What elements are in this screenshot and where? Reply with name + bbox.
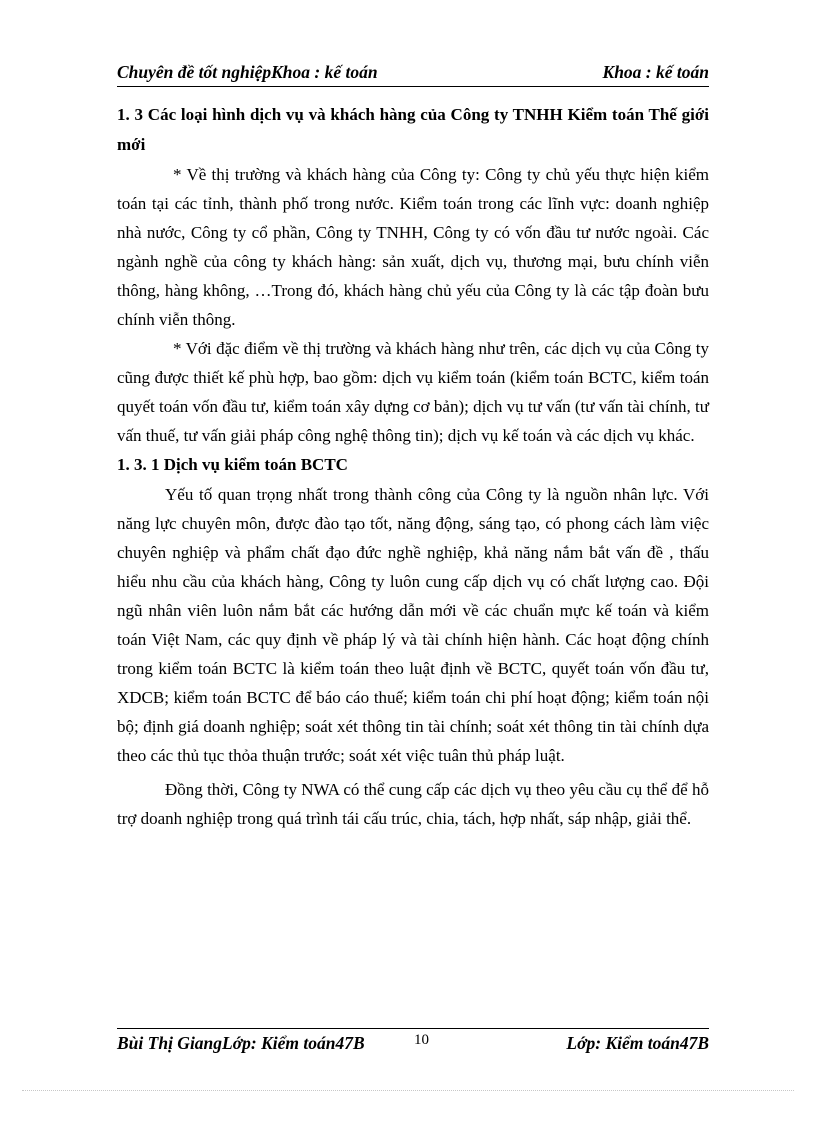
paragraph-market: * Về thị trường và khách hàng của Công ty: Công ty chủ yếu thực hiện kiểm toán tại các tỉnh, thành phố trong nước. Kiểm toán trong các lĩnh vực: doanh nghiệp nhà nước, Công ty cổ phần, Công ty TNHH, Công ty có vốn đầu tư nước ngoài. Các ngành nghề của công ty khách hàng: sản xuất, dịch vụ, thương mại, bưu chính viễn thông, hàng không, …Trong đó, khách hàng chủ yếu của Công ty là các tập đoàn bưu chính viễn thông. — [117, 165, 709, 329]
header-left-text: Chuyên đề tốt nghiệpKhoa : kế toán — [117, 62, 378, 82]
page-footer — [117, 1028, 709, 1057]
footer-left-text: Bùi Thị GiangLớp: Kiểm toán47B — [117, 1033, 365, 1053]
footer-right-text: Lớp: Kiểm toán47B — [566, 1033, 709, 1053]
section-heading: 1. 3 Các loại hình dịch vụ và khách hàng của Công ty TNHH Kiểm toán Thế giới mới — [117, 105, 709, 154]
paragraph-human-resources: Yếu tố quan trọng nhất trong thành công của Công ty là nguồn nhân lực. Với năng lực chuyên môn, được đào tạo tốt, năng động, sáng tạo, có phong cách làm việc chuyên nghiệp và phẩm chất đạo đức nghề nghiệp, khả năng nắm bắt vấn đề , thấu hiểu nhu cầu của khách hàng, Công ty luôn cung cấp dịch vụ có chất lượng cao. Đội ngũ nhân viên luôn nắm bắt các hướng dẫn mới về các chuẩn mực kế toán và kiểm toán Việt Nam, các quy định về pháp lý và tài chính hiện hành. Các hoạt động chính trong kiểm toán BCTC là kiểm toán theo luật định về BCTC, quyết toán vốn đầu tư, XDCB; kiểm toán BCTC để báo cáo thuế; kiểm toán chi phí hoạt động; kiểm toán nội bộ; định giá doanh nghiệp; soát xét thông tin tài chính; soát xét thông tin tài chính dựa theo các thủ tục thỏa thuận trước; soát xét việc tuân thủ pháp luật. — [117, 485, 709, 765]
page-number: 10 — [414, 1032, 429, 1048]
paragraph-services: * Với đặc điểm về thị trường và khách hàng như trên, các dịch vụ của Công ty cũng được thiết kế phù hợp, bao gồm: dịch vụ kiểm toán (kiểm toán BCTC, kiểm toán quyết toán vốn đầu tư, kiểm toán xây dựng cơ bản); dịch vụ tư vấn (tư vấn tài chính, tư vấn thuế, tư vấn giải pháp công nghệ thông tin); dịch vụ kế toán và các dịch vụ khác. — [117, 339, 709, 445]
header-right-text: Khoa : kế toán — [602, 62, 709, 82]
page-header — [117, 60, 709, 87]
subsection-heading: 1. 3. 1 Dịch vụ kiểm toán BCTC — [117, 455, 348, 474]
paragraph-nwa-services: Đồng thời, Công ty NWA có thể cung cấp các dịch vụ theo yêu cầu cụ thể để hỗ trợ doanh nghiệp trong quá trình tái cấu trúc, chia, tách, hợp nhất, sáp nhập, giải thể. — [117, 780, 709, 828]
document-body — [117, 100, 709, 833]
page-bottom-divider — [22, 1090, 794, 1091]
